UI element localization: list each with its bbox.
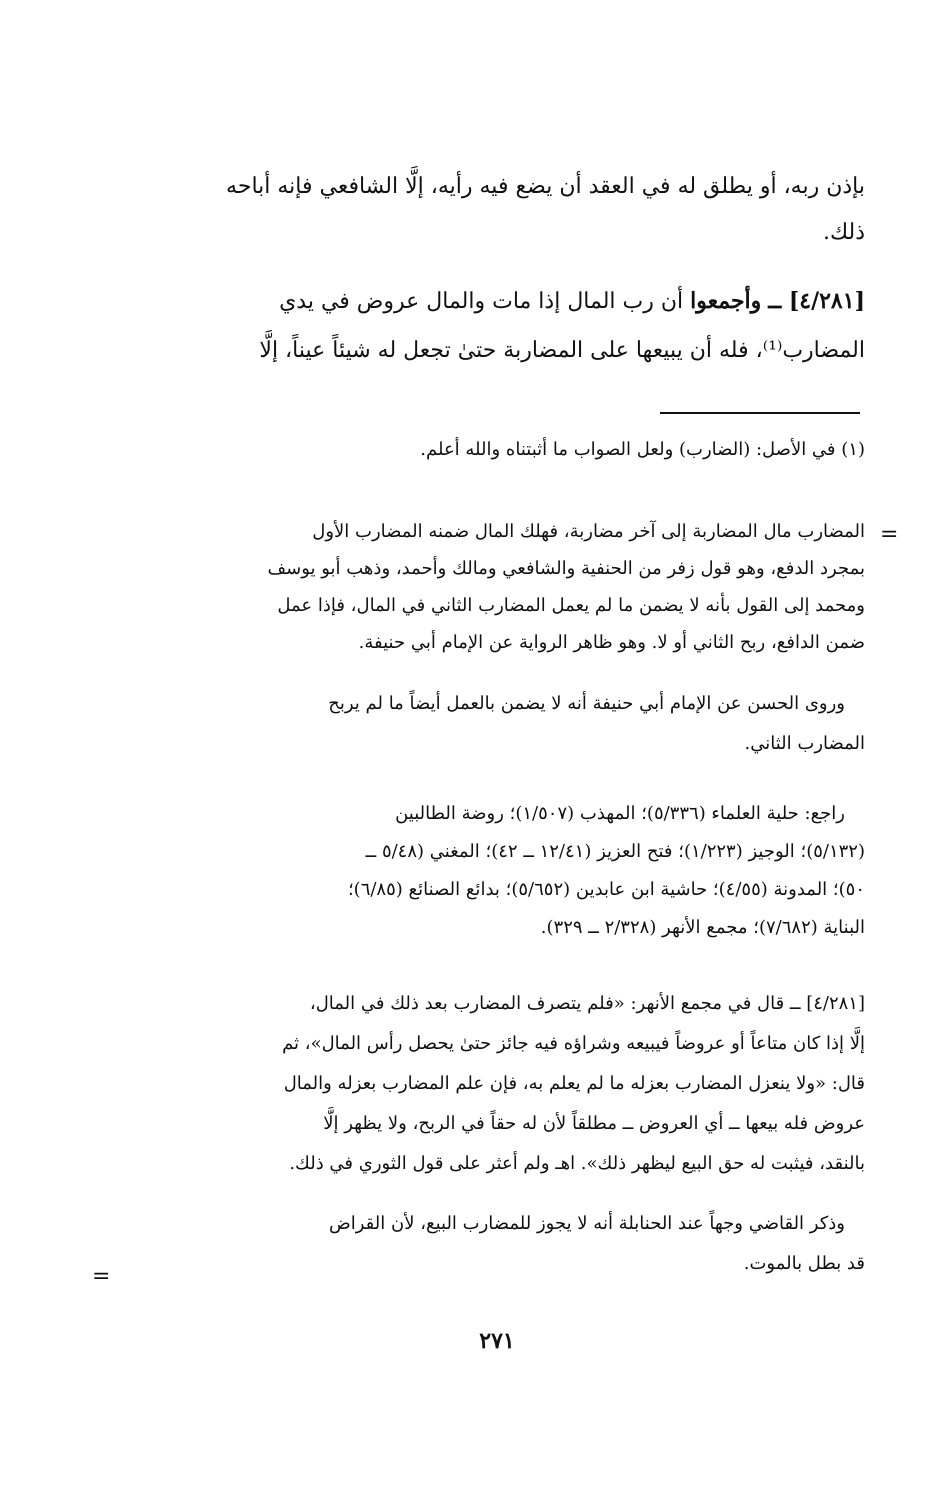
main-text-line: [279, 286, 865, 317]
commentary-line: بالنقد، فيثبت له حق البيع ليظهر ذلك». اهـ ولم أعثر على قول الثوري في ذلك.: [289, 1153, 865, 1174]
commentary-line: بمجرد الدفع، وهو قول زفر من الحنفية والشافعي ومالك وأحمد، وذهب أبو يوسف: [267, 558, 865, 579]
main-text-span: أن رب المال إذا مات والمال عروض في يدي: [279, 289, 684, 314]
continuation-marker-end: =: [92, 1264, 111, 1289]
commentary-line: وروى الحسن عن الإمام أبي حنيفة أنه لا يضمن بالعمل أيضاً ما لم يربح: [328, 693, 845, 714]
main-text-line: بإذن ربه، أو يطلق له في العقد أن يضع فيه رأيه، إلَّا الشافعي فإنه أباحه: [226, 174, 865, 199]
references-line: راجع: حلية العلماء (٥/٣٣٦)؛ المهذب (١/٥٠٧)؛ روضة الطالبين: [395, 803, 845, 824]
footnote: (١) في الأصل: (الضارب) ولعل الصواب ما أثبتناه والله أعلم.: [420, 439, 865, 460]
commentary-line: المضارب الثاني.: [744, 733, 865, 754]
page-number: ٢٧١: [479, 1328, 515, 1354]
entry-reference: [٤/٢٨١] ــ: [768, 288, 865, 314]
commentary-line: قد بطل بالموت.: [743, 1253, 865, 1274]
commentary-line: إلَّا إذا كان متاعاً أو عروضاً فيبيعه وشراؤه فيه جائز حتىٰ يحصل رأس المال»، ثم: [282, 1033, 865, 1054]
commentary-line: ومحمد إلى القول بأنه لا يضمن ما لم يعمل المضارب الثاني في المال، فإذا عمل: [277, 595, 865, 616]
footnote-separator: [660, 412, 860, 414]
commentary-line: المضارب مال المضاربة إلى آخر مضاربة، فهلك المال ضمنه المضارب الأول: [312, 521, 865, 542]
commentary-line: ضمن الدافع، ربح الثاني أو لا. وهو ظاهر الرواية عن الإمام أبي حنيفة.: [358, 632, 865, 653]
references-line: (٥/١٣٢)؛ الوجيز (١/٢٢٣)؛ فتح العزيز (١٢/٤١ ــ ٤٢)؛ المغني (٥/٤٨ ــ: [365, 841, 865, 862]
main-text-line: المضارب⁽¹⁾، فله أن يبيعها على المضاربة حتىٰ تجعل له شيئاً عيناً، إلَّا: [259, 338, 865, 363]
commentary-line: وذكر القاضي وجهاً عند الحنابلة أنه لا يجوز للمضارب البيع، لأن القراض: [328, 1213, 845, 1234]
consensus-keyword: وأجمعوا: [690, 288, 762, 314]
references-line: ٥٠)؛ المدونة (٤/٥٥)؛ حاشية ابن عابدين (٥/٦٥٢)؛ بدائع الصنائع (٦/٨٥)؛: [347, 879, 865, 900]
commentary-line: قال: «ولا ينعزل المضارب بعزله ما لم يعلم به، فإن علم المضارب بعزله والمال: [283, 1073, 865, 1094]
references-line: البناية (٧/٦٨٢)؛ مجمع الأنهر (٢/٣٢٨ ــ ٣٢٩).: [540, 917, 865, 938]
commentary-line: عروض فله بيعها ــ أي العروض ــ مطلقاً لأن له حقاً في الربح، ولا يظهر إلَّا: [323, 1113, 865, 1134]
continuation-marker: =: [880, 522, 899, 547]
main-text-line: ذلك.: [822, 220, 865, 245]
commentary-line: [٤/٢٨١] ــ قال في مجمع الأنهر: «فلم يتصرف المضارب بعد ذلك في المال،: [309, 993, 865, 1014]
